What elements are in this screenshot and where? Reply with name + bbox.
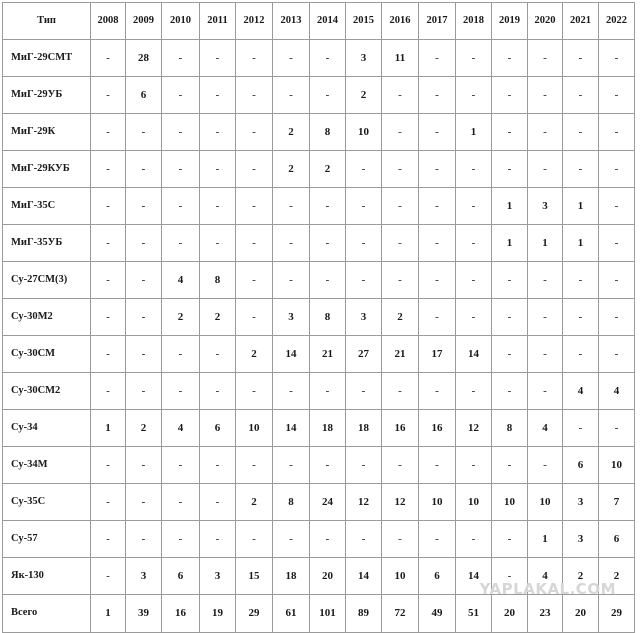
table-cell: - — [456, 188, 492, 225]
table-cell: 1 — [528, 225, 563, 262]
table-cell: - — [382, 373, 419, 410]
table-cell: 1 — [528, 521, 563, 558]
table-cell: - — [91, 484, 126, 521]
table-cell: 10 — [346, 114, 382, 151]
table-cell: 12 — [346, 484, 382, 521]
table-cell: - — [382, 225, 419, 262]
table-cell: 4 — [162, 262, 200, 299]
table-cell: - — [162, 521, 200, 558]
table-cell: 19 — [200, 595, 236, 633]
table-cell: 2 — [310, 151, 346, 188]
table-cell: 8 — [273, 484, 310, 521]
table-cell: - — [236, 188, 273, 225]
table-cell: - — [563, 114, 599, 151]
table-cell: - — [162, 77, 200, 114]
table-cell: - — [456, 447, 492, 484]
table-cell: - — [126, 188, 162, 225]
header-year: 2022 — [599, 3, 635, 40]
table-cell: - — [419, 299, 456, 336]
table-cell: - — [563, 77, 599, 114]
table-cell: 15 — [236, 558, 273, 595]
table-cell: 18 — [310, 410, 346, 447]
table-cell: - — [126, 447, 162, 484]
table-cell: 23 — [528, 595, 563, 633]
header-year: 2010 — [162, 3, 200, 40]
table-cell: 21 — [382, 336, 419, 373]
table-cell: - — [492, 373, 528, 410]
table-cell: - — [200, 114, 236, 151]
table-cell: 2 — [273, 151, 310, 188]
table-cell: - — [162, 447, 200, 484]
table-cell: 17 — [419, 336, 456, 373]
table-cell: - — [200, 188, 236, 225]
table-cell: - — [599, 114, 635, 151]
watermark-text: YAPLAKAL.COM — [479, 580, 616, 598]
table-cell: - — [200, 225, 236, 262]
table-cell: - — [91, 225, 126, 262]
table-row — [3, 447, 635, 484]
table-cell: 8 — [310, 299, 346, 336]
header-year: 2019 — [492, 3, 528, 40]
table-cell: 16 — [382, 410, 419, 447]
table-cell: 61 — [273, 595, 310, 633]
table-cell: - — [236, 521, 273, 558]
table-cell: 1 — [456, 114, 492, 151]
header-year: 2021 — [563, 3, 599, 40]
table-cell: - — [456, 151, 492, 188]
table-cell: - — [200, 151, 236, 188]
header-year: 2008 — [91, 3, 126, 40]
table-cell: - — [273, 373, 310, 410]
table-cell: 14 — [273, 336, 310, 373]
row-type-label: МиГ-29СМТ — [3, 40, 91, 77]
table-cell: - — [419, 447, 456, 484]
header-row — [3, 3, 635, 40]
table-cell: - — [419, 188, 456, 225]
table-cell: - — [563, 336, 599, 373]
table-cell: - — [200, 521, 236, 558]
table-cell: - — [563, 299, 599, 336]
table-cell: - — [528, 447, 563, 484]
table-row — [3, 77, 635, 114]
table-cell: 18 — [273, 558, 310, 595]
table-cell: 2 — [126, 410, 162, 447]
table-cell: - — [456, 299, 492, 336]
table-row — [3, 595, 635, 633]
table-cell: 1 — [563, 188, 599, 225]
table-cell: 2 — [200, 299, 236, 336]
header-year: 2017 — [419, 3, 456, 40]
table-cell: 29 — [236, 595, 273, 633]
table-cell: - — [162, 40, 200, 77]
table-cell: - — [456, 262, 492, 299]
table-cell: 16 — [419, 410, 456, 447]
table-cell: - — [492, 77, 528, 114]
table-cell: 3 — [346, 40, 382, 77]
table-cell: - — [528, 77, 563, 114]
row-type-label: Су-34 — [3, 410, 91, 447]
table-row — [3, 336, 635, 373]
aircraft-deliveries-table — [2, 2, 635, 633]
table-cell: 89 — [346, 595, 382, 633]
table-row — [3, 188, 635, 225]
table-cell: - — [346, 447, 382, 484]
table-cell: - — [236, 299, 273, 336]
table-cell: - — [91, 521, 126, 558]
table-cell: - — [419, 262, 456, 299]
table-cell: 51 — [456, 595, 492, 633]
table-cell: - — [126, 151, 162, 188]
table-cell: - — [91, 262, 126, 299]
table-cell: - — [310, 77, 346, 114]
table-cell: - — [492, 40, 528, 77]
table-cell: 20 — [492, 595, 528, 633]
row-type-label: Як-130 — [3, 558, 91, 595]
table-cell: - — [162, 336, 200, 373]
header-year: 2016 — [382, 3, 419, 40]
table-cell: - — [236, 225, 273, 262]
header-year: 2013 — [273, 3, 310, 40]
table-cell: - — [456, 77, 492, 114]
table-cell: 1 — [563, 225, 599, 262]
table-cell: 21 — [310, 336, 346, 373]
table-cell: - — [236, 114, 273, 151]
table-cell: - — [273, 40, 310, 77]
table-cell: - — [492, 447, 528, 484]
table-cell: - — [599, 40, 635, 77]
table-cell: - — [599, 151, 635, 188]
table-cell: 24 — [310, 484, 346, 521]
table-cell: - — [346, 521, 382, 558]
table-cell: - — [310, 188, 346, 225]
table-cell: 4 — [528, 410, 563, 447]
table-cell: 10 — [492, 484, 528, 521]
table-cell: - — [91, 188, 126, 225]
table-cell: - — [528, 40, 563, 77]
table-cell: - — [346, 373, 382, 410]
table-cell: - — [563, 40, 599, 77]
table-cell: 18 — [346, 410, 382, 447]
table-cell: - — [126, 114, 162, 151]
table-cell: 8 — [200, 262, 236, 299]
table-cell: - — [419, 373, 456, 410]
header-year: 2011 — [200, 3, 236, 40]
table-cell: - — [419, 225, 456, 262]
table-row — [3, 151, 635, 188]
table-cell: - — [91, 40, 126, 77]
table-cell: - — [91, 558, 126, 595]
table-cell: 20 — [563, 595, 599, 633]
table-cell: - — [599, 262, 635, 299]
table-cell: 6 — [419, 558, 456, 595]
table-row — [3, 484, 635, 521]
table-cell: - — [528, 262, 563, 299]
table-body — [3, 40, 635, 633]
table-cell: - — [310, 521, 346, 558]
table-cell: - — [563, 410, 599, 447]
table-cell: 2 — [236, 484, 273, 521]
row-type-label: МиГ-35С — [3, 188, 91, 225]
table-cell: - — [310, 225, 346, 262]
table-cell: - — [162, 151, 200, 188]
table-cell: - — [456, 225, 492, 262]
table-cell: - — [162, 484, 200, 521]
table-cell: - — [200, 447, 236, 484]
table-cell: 14 — [456, 336, 492, 373]
production-table-container — [2, 2, 635, 633]
table-cell: - — [91, 373, 126, 410]
table-cell: 1 — [91, 410, 126, 447]
table-cell: - — [310, 447, 346, 484]
table-cell: - — [456, 373, 492, 410]
table-cell: 1 — [91, 595, 126, 633]
row-type-label: МиГ-29К — [3, 114, 91, 151]
table-cell: 2 — [273, 114, 310, 151]
row-type-label: Су-34М — [3, 447, 91, 484]
table-cell: - — [382, 77, 419, 114]
table-cell: - — [382, 188, 419, 225]
row-type-label: МиГ-29КУБ — [3, 151, 91, 188]
table-cell: 29 — [599, 595, 635, 633]
table-cell: - — [599, 77, 635, 114]
table-cell: - — [419, 151, 456, 188]
table-cell: 4 — [162, 410, 200, 447]
table-cell: 28 — [126, 40, 162, 77]
table-cell: - — [563, 262, 599, 299]
table-cell: 72 — [382, 595, 419, 633]
table-cell: - — [492, 558, 528, 595]
table-cell: - — [91, 447, 126, 484]
table-cell: 6 — [162, 558, 200, 595]
table-row — [3, 225, 635, 262]
table-cell: 1 — [492, 188, 528, 225]
table-cell: - — [236, 447, 273, 484]
table-cell: 3 — [346, 299, 382, 336]
header-year: 2014 — [310, 3, 346, 40]
table-cell: 1 — [492, 225, 528, 262]
table-cell: 10 — [528, 484, 563, 521]
table-cell: - — [273, 225, 310, 262]
table-cell: 2 — [346, 77, 382, 114]
table-cell: 2 — [162, 299, 200, 336]
table-cell: - — [200, 484, 236, 521]
table-cell: 49 — [419, 595, 456, 633]
table-cell: - — [528, 299, 563, 336]
table-row — [3, 410, 635, 447]
table-cell: - — [91, 336, 126, 373]
table-cell: - — [599, 299, 635, 336]
table-cell: - — [91, 77, 126, 114]
table-cell: 14 — [346, 558, 382, 595]
table-cell: 6 — [126, 77, 162, 114]
table-cell: 27 — [346, 336, 382, 373]
table-cell: - — [310, 262, 346, 299]
table-cell: - — [456, 521, 492, 558]
table-cell: - — [162, 188, 200, 225]
table-cell: 10 — [236, 410, 273, 447]
table-cell: - — [236, 262, 273, 299]
table-cell: - — [599, 410, 635, 447]
table-cell: - — [162, 225, 200, 262]
table-cell: - — [599, 188, 635, 225]
table-cell: - — [528, 114, 563, 151]
table-header — [3, 3, 635, 40]
table-cell: 3 — [200, 558, 236, 595]
row-type-label: Су-30СМ2 — [3, 373, 91, 410]
table-cell: - — [563, 151, 599, 188]
table-cell: 6 — [563, 447, 599, 484]
table-cell: - — [236, 373, 273, 410]
table-cell: - — [382, 447, 419, 484]
table-cell: 16 — [162, 595, 200, 633]
table-cell: - — [200, 77, 236, 114]
table-cell: - — [382, 262, 419, 299]
table-cell: - — [236, 40, 273, 77]
table-cell: 10 — [382, 558, 419, 595]
table-cell: 2 — [563, 558, 599, 595]
table-cell: 10 — [419, 484, 456, 521]
table-cell: - — [126, 262, 162, 299]
table-cell: - — [126, 521, 162, 558]
table-cell: - — [91, 114, 126, 151]
header-year: 2020 — [528, 3, 563, 40]
table-cell: - — [236, 151, 273, 188]
table-cell: - — [382, 114, 419, 151]
table-cell: - — [126, 373, 162, 410]
table-cell: 4 — [563, 373, 599, 410]
table-row — [3, 373, 635, 410]
table-cell: - — [91, 299, 126, 336]
table-cell: - — [200, 373, 236, 410]
table-cell: - — [126, 299, 162, 336]
table-cell: - — [273, 447, 310, 484]
row-type-label: Су-27СМ(3) — [3, 262, 91, 299]
header-year: 2009 — [126, 3, 162, 40]
table-cell: 2 — [236, 336, 273, 373]
table-cell: 3 — [273, 299, 310, 336]
table-cell: - — [492, 114, 528, 151]
table-cell: - — [310, 40, 346, 77]
table-cell: 11 — [382, 40, 419, 77]
row-type-label: Су-30М2 — [3, 299, 91, 336]
table-cell: - — [346, 188, 382, 225]
table-cell: 7 — [599, 484, 635, 521]
table-cell: - — [528, 373, 563, 410]
table-cell: 3 — [126, 558, 162, 595]
table-cell: - — [273, 188, 310, 225]
table-cell: 14 — [456, 558, 492, 595]
table-row — [3, 114, 635, 151]
table-cell: - — [492, 151, 528, 188]
table-cell: - — [310, 373, 346, 410]
table-cell: - — [492, 299, 528, 336]
table-cell: - — [419, 521, 456, 558]
header-type: Тип — [3, 3, 91, 40]
table-row — [3, 262, 635, 299]
table-cell: 6 — [599, 521, 635, 558]
table-cell: - — [126, 484, 162, 521]
table-cell: - — [599, 336, 635, 373]
table-cell: 4 — [599, 373, 635, 410]
table-cell: - — [346, 151, 382, 188]
table-cell: - — [419, 114, 456, 151]
table-cell: 8 — [492, 410, 528, 447]
table-cell: - — [528, 151, 563, 188]
table-cell: 39 — [126, 595, 162, 633]
row-type-label: Су-35С — [3, 484, 91, 521]
header-year: 2015 — [346, 3, 382, 40]
row-type-label: МиГ-29УБ — [3, 77, 91, 114]
table-cell: - — [346, 225, 382, 262]
table-cell: - — [162, 373, 200, 410]
row-type-label: Су-30СМ — [3, 336, 91, 373]
table-cell: - — [91, 151, 126, 188]
table-cell: 2 — [382, 299, 419, 336]
table-cell: - — [492, 521, 528, 558]
table-cell: - — [528, 336, 563, 373]
table-cell: 3 — [563, 521, 599, 558]
table-cell: 20 — [310, 558, 346, 595]
table-cell: - — [273, 521, 310, 558]
table-cell: - — [200, 336, 236, 373]
table-cell: 101 — [310, 595, 346, 633]
table-cell: 2 — [599, 558, 635, 595]
table-cell: - — [126, 336, 162, 373]
table-cell: 6 — [200, 410, 236, 447]
table-cell: - — [382, 151, 419, 188]
table-row — [3, 521, 635, 558]
table-cell: - — [126, 225, 162, 262]
table-cell: - — [382, 521, 419, 558]
header-year: 2018 — [456, 3, 492, 40]
table-row — [3, 299, 635, 336]
table-cell: 10 — [599, 447, 635, 484]
table-cell: - — [346, 262, 382, 299]
table-cell: - — [162, 114, 200, 151]
table-cell: - — [419, 40, 456, 77]
table-row — [3, 40, 635, 77]
table-cell: - — [492, 262, 528, 299]
row-type-label: Всего — [3, 595, 91, 633]
table-cell: - — [200, 40, 236, 77]
row-type-label: Су-57 — [3, 521, 91, 558]
table-cell: 12 — [382, 484, 419, 521]
table-cell: - — [273, 77, 310, 114]
table-cell: - — [599, 225, 635, 262]
table-cell: 12 — [456, 410, 492, 447]
table-cell: - — [456, 40, 492, 77]
table-cell: 3 — [528, 188, 563, 225]
row-type-label: МиГ-35УБ — [3, 225, 91, 262]
table-cell: - — [419, 77, 456, 114]
table-cell: 8 — [310, 114, 346, 151]
table-cell: 10 — [456, 484, 492, 521]
table-cell: 4 — [528, 558, 563, 595]
table-cell: 14 — [273, 410, 310, 447]
table-cell: - — [273, 262, 310, 299]
table-cell: 3 — [563, 484, 599, 521]
header-year: 2012 — [236, 3, 273, 40]
table-cell: - — [236, 77, 273, 114]
table-cell: - — [492, 336, 528, 373]
